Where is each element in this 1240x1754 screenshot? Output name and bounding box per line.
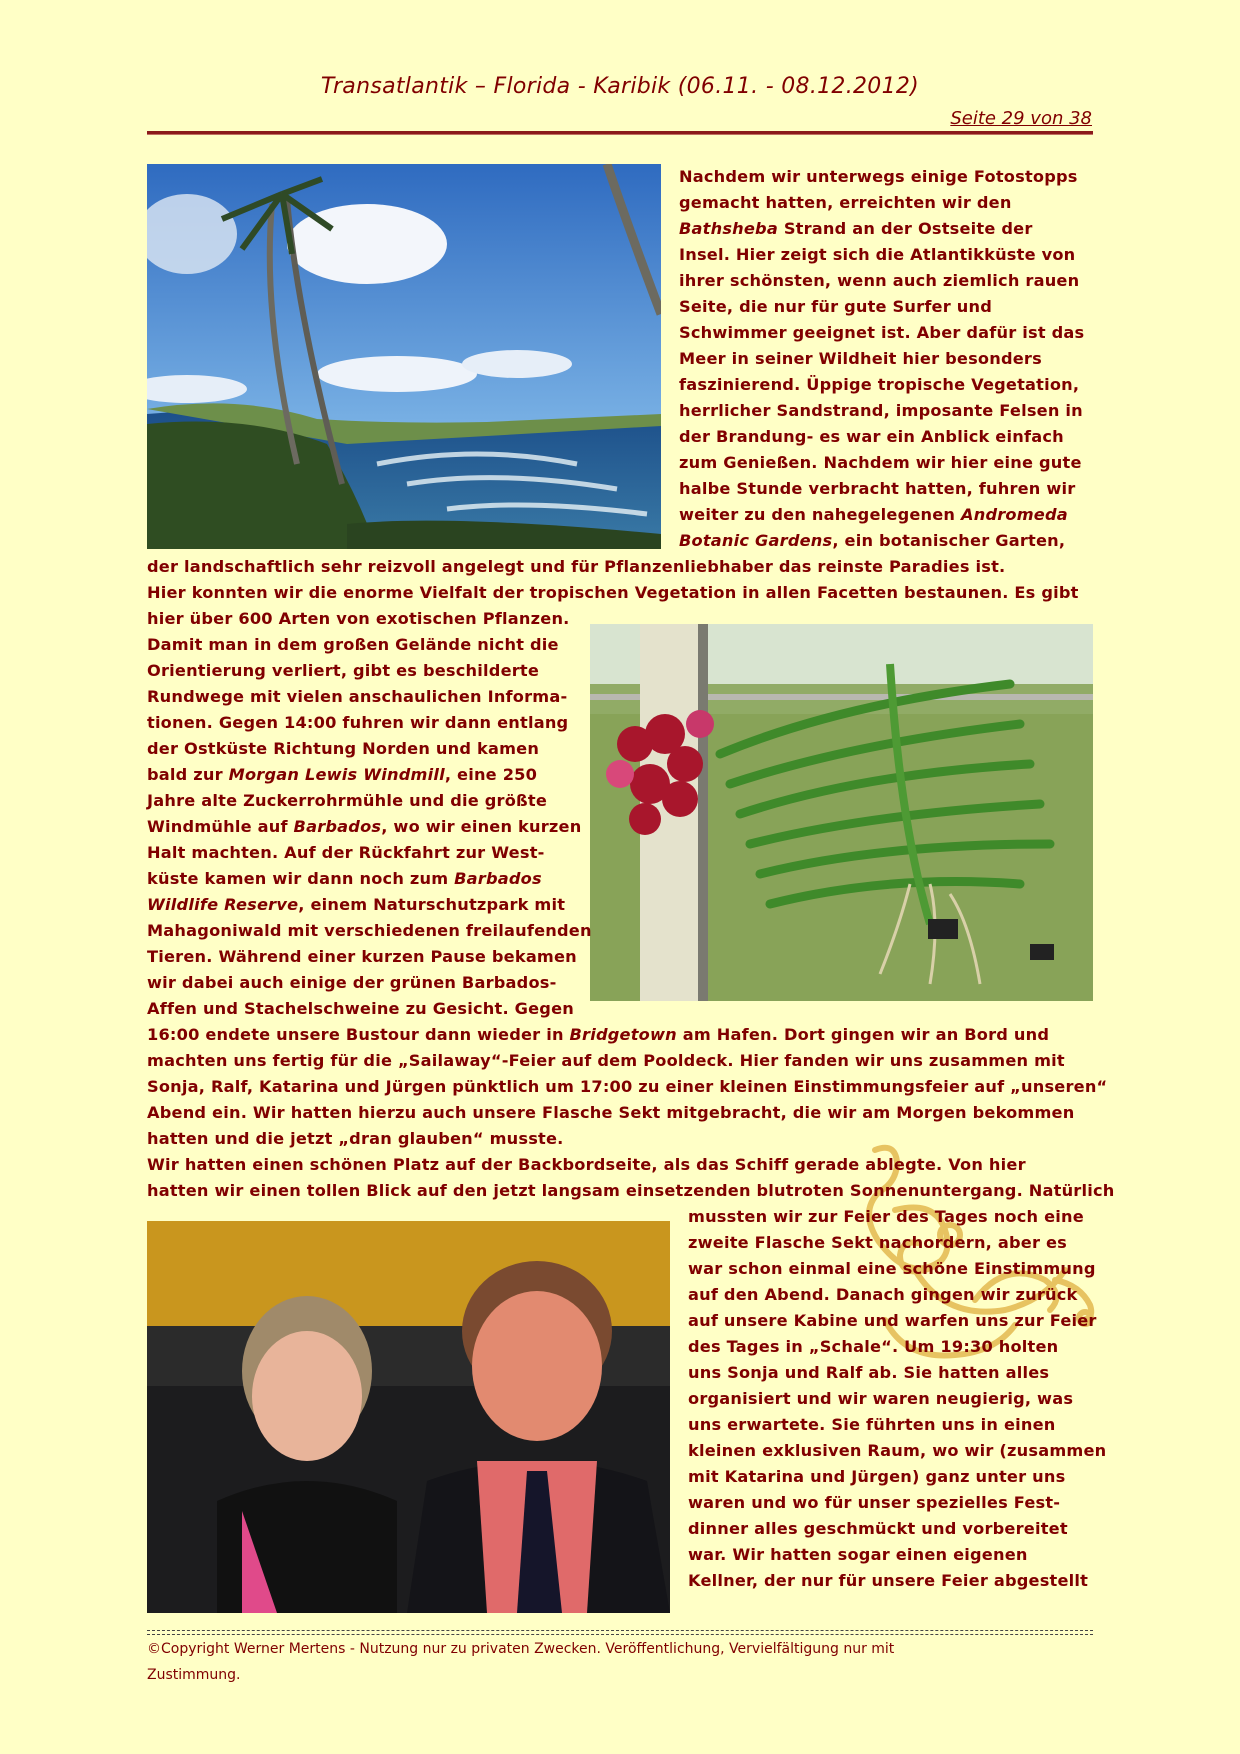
paragraph-line: waren und wo für unser spezielles Fest- — [688, 1493, 1061, 1512]
paragraph-line: des Tages in „Schale“. Um 19:30 holten — [688, 1337, 1059, 1356]
paragraph-line: Orientierung verliert, gibt es beschilderte — [147, 661, 540, 680]
paragraph-line: gemacht hatten, erreichten wir den — [679, 193, 1012, 212]
place-name: Andromeda — [961, 505, 1068, 524]
text-column-orchid — [147, 632, 592, 1022]
paragraph-line: zweite Flasche Sekt nachordern, aber es — [688, 1233, 1067, 1252]
paragraph-line: hatten wir einen tollen Blick auf den jetzt langsam einsetzenden blutroten Sonnenuntergang. Natürlich — [147, 1181, 1115, 1200]
beach-photo — [147, 164, 661, 549]
text-fullwidth-2 — [147, 1022, 1115, 1204]
text-fullwidth-1 — [147, 554, 1079, 632]
paragraph-line: war schon einmal eine schöne Einstimmung — [688, 1259, 1096, 1278]
paragraph-line: Kellner, der nur für unsere Feier abgestellt — [688, 1571, 1089, 1590]
paragraph-line: hatten und die jetzt „dran glauben“ musste. — [147, 1129, 564, 1148]
paragraph-line: uns Sonja und Ralf ab. Sie hatten alles — [688, 1363, 1050, 1382]
paragraph-line: Bathsheba Strand an der Ostseite der — [679, 219, 1033, 238]
copyright-notice — [147, 1636, 894, 1688]
paragraph-line: Mahagoniwald mit verschiedenen freilaufenden — [147, 921, 592, 940]
paragraph-line: wir dabei auch einige der grünen Barbados- — [147, 973, 557, 992]
paragraph-line: dinner alles geschmückt und vorbereitet — [688, 1519, 1068, 1538]
paragraph-line: organisiert und wir waren neugierig, was — [688, 1389, 1074, 1408]
paragraph-line: der Ostküste Richtung Norden und kamen — [147, 739, 540, 758]
paragraph-line: Affen und Stachelschweine zu Gesicht. Gegen — [147, 999, 574, 1018]
paragraph-line: hier über 600 Arten von exotischen Pflanzen. — [147, 609, 570, 628]
paragraph-line: Wir hatten einen schönen Platz auf der Backbordseite, als das Schiff gerade ablegte. Von hier — [147, 1155, 1026, 1174]
paragraph-line: weiter zu den nahegelegenen Andromeda — [679, 505, 1068, 524]
paragraph-line: war. Wir hatten sogar einen eigenen — [688, 1545, 1028, 1564]
paragraph-line: Abend ein. Wir hatten hierzu auch unsere Flasche Sekt mitgebracht, die wir am Morgen bekommen — [147, 1103, 1075, 1122]
paragraph-line: Wildlife Reserve, einem Naturschutzpark mit — [147, 895, 566, 914]
paragraph-line: mit Katarina und Jürgen) ganz unter uns — [688, 1467, 1066, 1486]
paragraph-line: mussten wir zur Feier des Tages noch eine — [688, 1207, 1084, 1226]
paragraph-line: Halt machten. Auf der Rückfahrt zur West- — [147, 843, 545, 862]
paragraph-line: faszinierend. Üppige tropische Vegetation, — [679, 375, 1080, 394]
place-name: Morgan Lewis Windmill — [228, 765, 445, 784]
place-name: Wildlife Reserve — [147, 895, 299, 914]
paragraph-line: Jahre alte Zuckerrohrmühle und die größte — [147, 791, 548, 810]
paragraph-line: auf den Abend. Danach gingen wir zurück — [688, 1285, 1078, 1304]
paragraph-line: ihrer schönsten, wenn auch ziemlich rauen — [679, 271, 1080, 290]
orchid-photo — [590, 624, 1093, 1001]
paragraph-line: zum Genießen. Nachdem wir hier eine gute — [679, 453, 1082, 472]
place-name: Bridgetown — [569, 1025, 677, 1044]
paragraph-line: Tieren. Während einer kurzen Pause bekamen — [147, 947, 577, 966]
place-name: Barbados — [293, 817, 382, 836]
paragraph-line: Seite, die nur für gute Surfer und — [679, 297, 992, 316]
paragraph-line: bald zur Morgan Lewis Windmill, eine 250 — [147, 765, 538, 784]
paragraph-line: kleinen exklusiven Raum, wo wir (zusammen — [688, 1441, 1107, 1460]
footer-rule — [147, 1630, 1093, 1635]
place-name: Botanic Gardens — [679, 531, 833, 550]
page-number: Seite 29 von 38 — [950, 108, 1092, 129]
paragraph-line: Nachdem wir unterwegs einige Fotostopps — [679, 167, 1078, 186]
text-column-beach — [679, 164, 1084, 554]
place-name: Bathsheba — [679, 219, 778, 238]
paragraph-line: uns erwartete. Sie führten uns in einen — [688, 1415, 1056, 1434]
document-title: Transatlantik – Florida - Karibik (06.11. - 08.12.2012) — [320, 74, 920, 99]
couple-photo — [147, 1221, 670, 1613]
paragraph-line: Insel. Hier zeigt sich die Atlantikküste von — [679, 245, 1076, 264]
paragraph-line: tionen. Gegen 14:00 fuhren wir dann entlang — [147, 713, 569, 732]
paragraph-line: küste kamen wir dann noch zum Barbados — [147, 869, 542, 888]
paragraph-line: 16:00 endete unsere Bustour dann wieder in Bridgetown am Hafen. Dort gingen wir an Bord und — [147, 1025, 1050, 1044]
paragraph-line: auf unsere Kabine und warfen uns zur Feier — [688, 1311, 1097, 1330]
copyright-line-2: Zustimmung. — [147, 1667, 241, 1683]
paragraph-line: Schwimmer geeignet ist. Aber dafür ist das — [679, 323, 1085, 342]
couple-photo-image — [147, 1221, 670, 1613]
text-column-couple — [688, 1204, 1106, 1594]
paragraph-line: Sonja, Ralf, Katarina und Jürgen pünktlich um 17:00 zu einer kleinen Einstimmungsfeier auf „unseren“ — [147, 1077, 1108, 1096]
paragraph-line: der Brandung- es war ein Anblick einfach — [679, 427, 1064, 446]
place-name: Barbados — [454, 869, 542, 888]
paragraph-line: Botanic Gardens, ein botanischer Garten, — [679, 531, 1066, 550]
paragraph-line: der landschaftlich sehr reizvoll angelegt und für Pflanzenliebhaber das reinste Paradies ist. — [147, 557, 1006, 576]
paragraph-line: herrlicher Sandstrand, imposante Felsen in — [679, 401, 1083, 420]
orchid-photo-image — [590, 624, 1093, 1001]
header-rule — [147, 131, 1093, 135]
paragraph-line: machten uns fertig für die „Sailaway“-Feier auf dem Pooldeck. Hier fanden wir uns zusammen mit — [147, 1051, 1065, 1070]
paragraph-line: Rundwege mit vielen anschaulichen Informa- — [147, 687, 568, 706]
paragraph-line: Damit man in dem großen Gelände nicht die — [147, 635, 559, 654]
paragraph-line: halbe Stunde verbracht hatten, fuhren wir — [679, 479, 1076, 498]
paragraph-line: Meer in seiner Wildheit hier besonders — [679, 349, 1042, 368]
paragraph-line: Windmühle auf Barbados, wo wir einen kurzen — [147, 817, 582, 836]
paragraph-line: Hier konnten wir die enorme Vielfalt der tropischen Vegetation in allen Facetten bestaunen. Es gibt — [147, 583, 1079, 602]
beach-photo-image — [147, 164, 661, 549]
copyright-line-1: ©Copyright Werner Mertens - Nutzung nur zu privaten Zwecken. Veröffentlichung, Vervielfältigung nur mit — [147, 1641, 895, 1657]
